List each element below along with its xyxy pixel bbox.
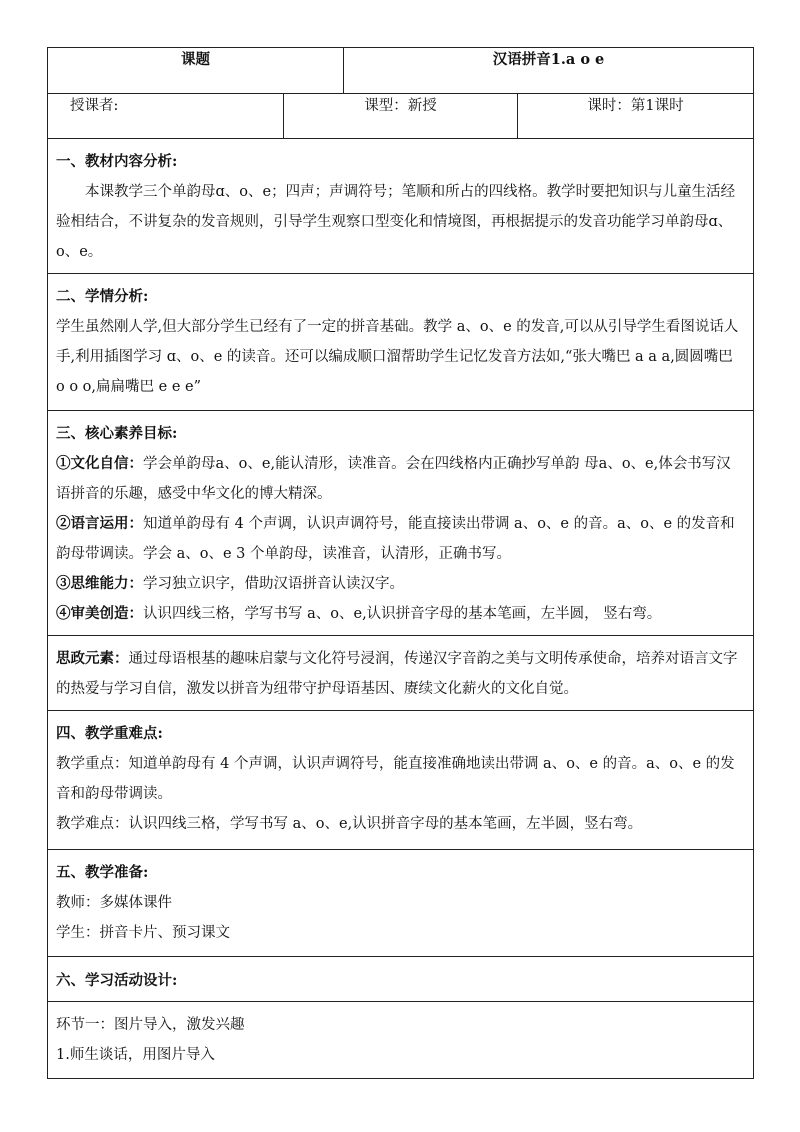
section-learner-analysis [48, 274, 754, 411]
lesson-type-cell: 课型：新授 [284, 94, 518, 139]
section-activity-content [48, 1002, 754, 1079]
topic-value: 汉语拼音1.a o e [344, 48, 754, 94]
goal-text: 知道单韵母有 4 个声调，认识声调符号，能直接读出带调 a、o、e 的音。a、o、e 的发音和韵母带调读。学会 a、o、e 3 个单韵母，读准音，认清形，正确书写。 [56, 516, 735, 562]
section-heading: 四、教学重难点: [56, 725, 163, 742]
difficult-point: 教学难点：认识四线三格，学写书写 a、o、e,认识拼音字母的基本笔画，左半圆，竖右弯。 [56, 816, 643, 832]
key-point: 教学重点：知道单韵母有 4 个声调，认识声调符号，能直接准确地读出带调 a、o、e 的音。a、o、e 的发音和韵母带调读。 [56, 756, 735, 802]
topic-label: 课题 [48, 48, 344, 94]
goal-label: ①文化自信： [56, 455, 143, 472]
section-key-difficult-points [48, 711, 754, 850]
section-label: 思政元素： [56, 650, 129, 667]
section-body: 学生虽然刚人学,但大部分学生已经有了一定的拼音基础。教学 a、o、e 的发音,可以从引导学生看图说话人手,利用插图学习 ɑ、o、e 的读音。还可以编成顺口溜帮助学生记忆发音方法如,“张大嘴巴 a a a,圆圆嘴巴 o o o,扁扁嘴巴 e e e” [56, 319, 739, 395]
section-heading: 六、学习活动设计: [56, 971, 178, 989]
goal-item [56, 569, 745, 599]
lesson-period-cell: 课时：第1课时 [518, 94, 754, 139]
section-body: 通过母语根基的趣味启蒙与文化符号浸润，传递汉字音韵之美与文明传承使命，培养对语言文字的热爱与学习自信，激发以拼音为纽带守护母语基因、赓续文化薪火的文化自觉。 [56, 651, 738, 697]
section-teaching-preparation [48, 850, 754, 957]
goal-label: ④审美创造： [56, 605, 143, 622]
lesson-plan-table [47, 47, 754, 1079]
goal-text: 认识四线三格，学写书写 a、o、e,认识拼音字母的基本笔画，左半圆， 竖右弯。 [143, 606, 662, 622]
goal-text: 学会单韵母a、o、e,能认清形，读准音。会在四线格内正确抄写单韵 母a、o、e,体会书写汉语拼音的乐趣，感受中华文化的博大精深。 [56, 456, 731, 502]
section-body: 本课教学三个单韵母ɑ、o、e；四声；声调符号；笔顺和所占的四线格。教学时要把知识与儿童生活经验相结合，不讲复杂的发音规则，引导学生观察口型变化和情境图，再根据提示的发音功能学习单韵母ɑ、o、e。 [56, 184, 736, 260]
section-core-literacy-goals [48, 411, 754, 636]
meta-row [48, 94, 754, 139]
student-preparation: 学生：拼音卡片、预习课文 [56, 925, 230, 941]
goal-item [56, 449, 745, 509]
goal-text: 学习独立识字，借助汉语拼音认读汉字。 [143, 576, 404, 592]
activity-substep: 1.师生谈话，用图片导入 [56, 1047, 215, 1063]
section-heading: 三、核心素养目标: [56, 425, 178, 442]
section-ideological-elements [48, 636, 754, 711]
goal-item [56, 599, 745, 629]
section-heading: 二、学情分析: [56, 288, 149, 305]
teacher-cell: 授课者: [48, 94, 284, 139]
activity-step: 环节一：图片导入，激发兴趣 [56, 1017, 245, 1033]
goal-label: ②语言运用： [56, 515, 143, 532]
goal-item [56, 509, 745, 569]
section-heading: 五、教学准备: [56, 864, 149, 881]
lesson-plan-page [47, 47, 753, 1079]
section-textbook-analysis [48, 139, 754, 274]
section-heading: 一、教材内容分析: [56, 153, 178, 170]
header-row [48, 48, 754, 94]
section-activity-design [48, 957, 754, 1002]
goal-label: ③思维能力： [56, 575, 143, 592]
teacher-preparation: 教师：多媒体课件 [56, 895, 172, 911]
